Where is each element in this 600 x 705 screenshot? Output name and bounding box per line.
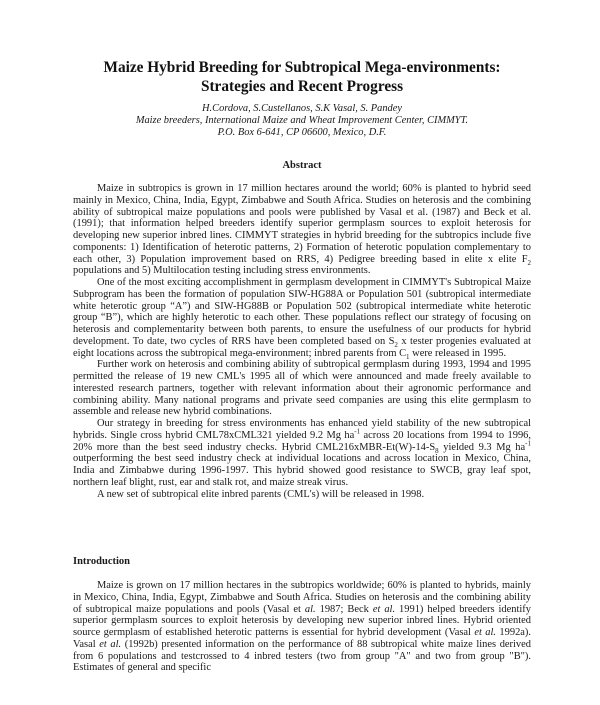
subscript: 2 <box>394 340 398 349</box>
author-names: H.Cordova, S.Custellanos, S.K Vasal, S. Pandey <box>202 103 402 114</box>
abstract-paragraph <box>73 418 531 489</box>
title-line-2: Strategies and Recent Progress <box>200 78 404 95</box>
abstract-paragraph: A new set of subtropical elite inbred parents (CML's) will be released in 1998. <box>97 488 425 500</box>
subscript: 2 <box>527 258 531 267</box>
paper-title <box>73 58 531 96</box>
text-run: across 20 locations from 1994 to 1996, 20% more than the best seed industry checks. Hybrid CML216xMBR-Et(W)-14-S <box>73 429 531 453</box>
author-block <box>73 103 531 140</box>
abstract-paragraph: Further work on heterosis and combining ability of subtropical germplasm during 1993, 1994 and 1995 permitted the release of 19 new CML's 1995 all of which were announced and made freely available to interested research partners, together with relevant information about their agronomic performance and combining ability. Many national programs and private seed companies are using this elite germplasm to assemble and release new hybrid combinations. <box>73 359 531 418</box>
superscript: -1 <box>525 439 531 448</box>
text-run: One of the most exciting accomplishment in germplasm development in CIMMYT's Subtropical Maize Subprogram has been the formation of population SIW-HG88A or Population 501 (subtropical intermediate white heterotic group “A”) and SIW-HG88B or Population 502 (subtropical intermediate white heterotic group “B”), which are highly heterotic to each other. These populations reflect our strategy of focusing on heterosis and complementarity between both parents, to ensure the usefulness of our products for hybrid development. To date, two cycles of RRS have been completed based on S <box>73 277 531 347</box>
introduction-paragraph <box>73 580 531 674</box>
text-run: populations and 5) Multilocation testing including stress environments. <box>73 265 371 277</box>
text-run: x tester progenies evaluated at eight locations across the subtropical mega-environment; inbred parents from C <box>73 335 532 359</box>
introduction-heading: Introduction <box>73 556 130 567</box>
text-run: Maize in subtropics is grown in 17 million hectares around the world; 60% is planted to hybrid seed mainly in Mexico, China, India, Egypt, Zimbabwe and South Africa. Studies on heterosis and the combining ability of subtropical maize populations and pools were published by Vasal et al. (1987) and Beck et al. (1991); that information helped breeders identify superior germplasm sources to exploit heterosis for developing new superior inbred lines. CIMMYT strategies in hybrid breeding for the subtropics include five components: 1) Identification of heterotic patterns, 2) Formation of heterotic population complementary to each other, 3) Population improvement based on RRS, 4) Pedigree breeding based in elite x elite F <box>73 183 531 265</box>
introduction-body <box>73 580 531 674</box>
text-run: 1992a). Vasal <box>73 627 532 650</box>
abstract-paragraph <box>73 183 531 277</box>
abstract-paragraph <box>73 277 531 359</box>
text-run: yielded 9.3 Mg ha <box>438 441 526 453</box>
abstract-body <box>73 183 531 500</box>
italic-run: et al. <box>99 638 122 650</box>
text-run: outperforming the best seed industry check at individual locations and across location in Mexico, China, India and Zimbabwe during 1996-1997. This hybrid showed good resistance to SWCB, gray leaf spot, northern leaf blight, rust, ear and stalk rot, and maize streak virus. <box>73 453 531 488</box>
italic-run: et al. <box>474 627 497 638</box>
text-run: (1992b) presented information on the performance of 88 subtropical white maize lines derived from 6 populations and testcrossed to 4 inbred testers (two from group "A" and two from group "B"). Estimates of general and specific <box>73 638 532 674</box>
text-run: Maize is grown on 17 million hectares in the subtropics worldwide; 60% is planted to hybrids, mainly in Mexico, China, India, Egypt, Zimbabwe and South Africa. Studies on heterosis and the combining ability of subtropical maize populations and pools (Vasal et <box>73 580 531 615</box>
text-run: were released in 1995. <box>409 347 507 359</box>
title-line-1: Maize Hybrid Breeding for Subtropical Mega-environments: <box>103 59 501 76</box>
text-run: 1991) helped breeders identify superior germplasm sources to exploit heterosis by developing new superior inbred lines. Hybrid oriented source germplasm of established heterotic patterns is essential for hybrid development (Vasal <box>73 603 531 638</box>
superscript: -1 <box>354 427 361 436</box>
author-affiliation: Maize breeders, International Maize and Wheat Improvement Center, CIMMYT. <box>135 115 469 127</box>
subscript: 1 <box>406 352 410 361</box>
subscript: 8 <box>435 446 439 455</box>
abstract-heading: Abstract <box>282 160 322 171</box>
author-address: P.O. Box 6-641, CP 06600, Mexico, D.F. <box>217 127 387 139</box>
italic-run: al. <box>304 603 316 615</box>
italic-run: et al. <box>372 603 396 615</box>
text-run: Our strategy in breeding for stress environments has enhanced yield stability of the new subtropical hybrids. Single cross hybrid CML78xCML321 yielded 9.2 Mg ha <box>73 418 531 441</box>
text-run: 1987; Beck <box>315 603 373 615</box>
